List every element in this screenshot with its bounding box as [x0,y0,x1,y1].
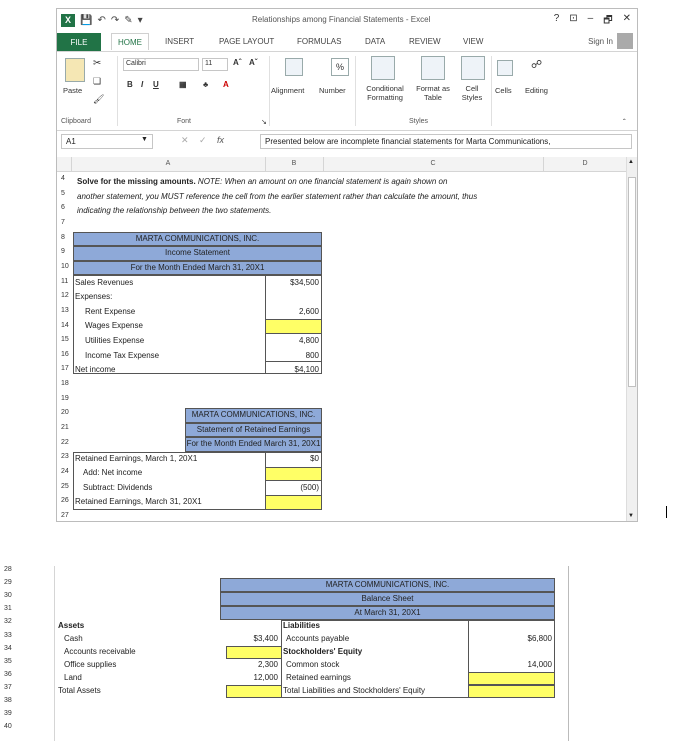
shrink-font-icon[interactable]: Aˇ [249,58,258,67]
ribbon-tabs [57,33,637,51]
tab-formulas[interactable]: FORMULAS [297,37,342,46]
row-header[interactable]: 7 [61,218,65,226]
divider [117,56,118,126]
row-header[interactable]: 33 [4,631,12,639]
re-ending-input-cell[interactable] [265,495,322,510]
divider [491,56,492,126]
scroll-thumb[interactable] [628,177,636,387]
row-header[interactable]: 13 [61,306,69,314]
row-header[interactable]: 31 [4,605,12,613]
underline-button[interactable]: U [153,80,159,89]
conditional-formatting-button[interactable]: Conditional Formatting [366,84,404,102]
paste-icon[interactable] [65,58,85,82]
bs-total-assets-label: Total Assets [58,686,101,695]
re-title: Statement of Retained Earnings [185,423,322,437]
row-header[interactable]: 9 [61,248,65,256]
column-header-b[interactable]: B [265,157,324,171]
number-format-icon[interactable]: % [331,58,349,76]
is-sales-value: $34,500 [290,278,319,287]
bs-total-assets-input-cell[interactable] [226,685,282,698]
bs-re-input-cell[interactable] [468,672,555,685]
row-header[interactable]: 14 [61,321,69,329]
bs-land-label: Land [64,673,82,682]
styles-group-label: Styles [409,118,429,125]
text-cursor-icon [666,506,667,518]
formula-input[interactable]: Presented below are incomplete financial statements for Marta Communications, [260,134,632,149]
row-header[interactable]: 28 [4,566,12,573]
bs-supplies-value: 2,300 [257,660,278,669]
is-rent-value: 2,600 [298,307,319,316]
is-rent-label: Rent Expense [85,307,136,316]
collapse-ribbon-icon[interactable]: ˆ [623,118,626,127]
tab-insert[interactable]: INSERT [165,37,195,46]
column-header-a[interactable]: A [71,157,266,171]
grid-edge [568,566,569,741]
scroll-up-icon[interactable]: ▲ [628,159,634,165]
select-all-corner[interactable] [57,157,72,171]
close-icon[interactable]: ✕ [622,13,631,24]
conditional-formatting-icon[interactable] [371,56,395,80]
alignment-button[interactable]: Alignment [271,86,305,95]
tab-file[interactable]: FILE [57,33,101,51]
binoculars-icon[interactable]: ☍ [531,59,543,71]
bs-assets-heading: Assets [58,621,85,630]
row-header[interactable]: 23 [61,453,69,461]
bs-re-label: Retained earnings [286,673,351,682]
is-wages-input-cell[interactable] [265,319,322,334]
format-painter-icon[interactable]: 🖌 [93,94,105,104]
re-net-income-input-cell[interactable] [265,467,322,481]
excel-window [56,8,638,522]
font-dialog-launcher-icon[interactable]: ↘ [261,119,267,126]
row-header[interactable]: 15 [61,336,69,344]
bs-se-heading: Stockholders' Equity [283,647,363,656]
bs-cash-value: $3,400 [253,634,278,643]
row-header-divider [54,566,55,741]
row-header[interactable]: 20 [61,409,69,417]
title-bar [57,9,637,31]
bs-total-le-label: Total Liabilities and Stockholders' Equity [283,686,426,695]
fill-color-icon[interactable]: ♣ [203,80,209,89]
divider [269,56,270,126]
cell-styles-button[interactable]: Cell Styles [461,84,483,102]
row-header[interactable]: 6 [61,204,65,212]
row-header[interactable]: 21 [61,424,69,432]
bs-cash-label: Cash [64,634,83,643]
divider [355,56,356,126]
help-icon[interactable]: ? [553,13,560,24]
quick-access-toolbar [61,13,143,27]
row-header[interactable]: 36 [4,670,12,678]
sign-in-link[interactable]: Sign In [588,37,613,46]
row-header[interactable]: 22 [61,438,69,446]
ribbon-display-icon[interactable]: ⊡ [569,13,578,24]
format-as-table-icon[interactable] [421,56,445,80]
alignment-icon[interactable] [285,58,303,76]
column-headers [57,157,637,172]
is-tax-value: 800 [305,351,319,360]
bs-cs-value: 14,000 [527,660,552,669]
is-period: For the Month Ended March 31, 20X1 [73,261,322,275]
re-company-header: MARTA COMMUNICATIONS, INC. [185,408,322,423]
cells-icon[interactable] [497,60,513,76]
bs-total-le-input-cell[interactable] [468,685,555,698]
is-sales-label: Sales Revenues [75,278,134,287]
avatar[interactable] [617,33,633,49]
bs-title: Balance Sheet [220,592,555,606]
insert-function-icon[interactable]: fx [217,135,225,145]
column-header-c[interactable]: C [323,157,544,171]
row-header[interactable]: 5 [61,189,65,197]
bs-liabilities-heading: Liabilities [283,621,320,630]
row-header[interactable]: 17 [61,365,69,373]
instruction-note: NOTE: When an amount on one financial statement is again shown on [197,177,448,186]
is-total-line [265,361,322,362]
row-header[interactable]: 24 [61,468,69,475]
is-utilities-value: 4,800 [298,336,319,345]
re-add-label: Add: Net income [83,468,143,477]
is-net-label: Net income [75,365,116,374]
format-painter-icon[interactable]: ✎ [124,14,133,26]
tab-view[interactable]: VIEW [463,37,484,46]
window-controls [554,13,631,30]
cut-icon[interactable]: ✂ [93,58,102,69]
customize-qat-icon[interactable]: ▾ [137,14,143,26]
name-box[interactable]: A1 [61,134,153,149]
minimize-icon[interactable]: – [587,13,594,24]
row-header[interactable]: 40 [4,723,12,731]
name-box-dropdown-icon[interactable]: ▼ [141,136,148,143]
font-size-select[interactable]: 11 [202,58,228,71]
instruction-line-4 [77,175,447,188]
font-group-label: Font [177,118,192,125]
clipboard-group-label: Clipboard [61,118,91,125]
restore-icon[interactable]: 🗗 [603,15,613,26]
bs-ap-label: Accounts payable [286,634,350,643]
re-period: For the Month Ended March 31, 20X1 [185,437,322,452]
row-header[interactable]: 37 [4,683,12,691]
grow-font-icon[interactable]: Aˆ [233,58,242,67]
re-beginning-label: Retained Earnings, March 1, 20X1 [75,454,198,463]
is-utilities-label: Utilities Expense [85,336,145,345]
cells-button[interactable]: Cells [495,86,512,95]
bs-land-value: 12,000 [253,673,278,682]
row-header[interactable]: 19 [61,394,69,402]
excel-logo-icon: X [61,14,75,27]
row-header[interactable]: 39 [4,710,12,718]
copy-icon[interactable]: ❏ [93,76,102,86]
bs-cs-label: Common stock [286,660,340,669]
row-header[interactable]: 16 [61,350,69,358]
bs-ap-value: $6,800 [527,634,552,643]
editing-button[interactable]: Editing [525,86,548,95]
row-header[interactable]: 4 [61,175,65,182]
re-ending-label: Retained Earnings, March 31, 20X1 [75,497,202,506]
italic-button[interactable]: I [141,80,144,89]
row-header[interactable]: 10 [61,262,69,270]
row-header[interactable]: 30 [4,592,12,600]
re-beginning-value: $0 [310,454,319,463]
is-expenses-label: Expenses: [75,292,113,301]
is-company-header: MARTA COMMUNICATIONS, INC. [73,232,322,246]
row-header[interactable]: 26 [61,497,69,505]
row-header[interactable]: 35 [4,657,12,665]
window-title: Relationships among Financial Statements - Excel [252,15,431,24]
column-header-d[interactable]: D [543,157,628,171]
re-dividends-value: (500) [300,483,319,492]
instruction-bold: Solve for the missing amounts. [77,177,196,186]
bs-ar-label: Accounts receivable [64,647,136,656]
tab-page-layout[interactable]: PAGE LAYOUT [219,37,275,46]
cell-styles-icon[interactable] [461,56,485,80]
bs-supplies-label: Office supplies [64,660,117,669]
instruction-line-5: another statement, you MUST reference the cell from the earlier statement rather than calculate the amount, thus [77,192,478,201]
format-as-table-button[interactable]: Format as Table [416,84,450,102]
tab-review[interactable]: REVIEW [409,37,441,46]
scroll-down-icon[interactable]: ▼ [628,513,634,519]
paste-button[interactable]: Paste [63,86,83,95]
ribbon-home [57,51,637,131]
tab-home[interactable]: HOME [111,33,149,50]
bs-period: At March 31, 20X1 [220,606,555,620]
row-header[interactable]: 29 [4,579,12,587]
row-header[interactable]: 25 [61,482,69,490]
redo-icon[interactable]: ↷ [110,14,120,26]
row-header[interactable]: 11 [61,277,69,285]
row-header[interactable]: 18 [61,380,69,388]
font-color-icon[interactable]: A [223,80,229,89]
cancel-icon[interactable]: ✕ [181,135,189,145]
is-tax-label: Income Tax Expense [85,351,160,360]
row-header[interactable]: 27 [61,511,69,519]
number-button[interactable]: Number [319,86,346,95]
tab-data[interactable]: DATA [365,37,386,46]
balance-sheet-area [4,566,570,741]
row-header[interactable]: 8 [61,233,65,241]
is-net-value: $4,100 [294,365,319,374]
undo-icon[interactable]: ↶ [97,14,106,26]
formula-bar [57,131,637,151]
save-icon[interactable]: 💾 [80,14,93,26]
bs-company-header: MARTA COMMUNICATIONS, INC. [220,578,555,592]
font-name-select[interactable]: Calibri [123,58,199,71]
row-header[interactable]: 32 [4,618,12,626]
bold-button[interactable]: B [127,80,133,89]
vertical-scrollbar[interactable] [626,157,637,521]
borders-icon[interactable]: ▦ [179,80,187,89]
row-header[interactable]: 12 [61,292,69,300]
row-header[interactable]: 34 [4,644,12,652]
re-sub-label: Subtract: Dividends [83,483,153,492]
enter-icon[interactable]: ✓ [199,135,207,145]
is-wages-label: Wages Expense [85,321,143,330]
instruction-line-6: indicating the relationship between the two statements. [77,206,272,215]
is-title: Income Statement [73,246,322,261]
row-header[interactable]: 38 [4,697,12,704]
